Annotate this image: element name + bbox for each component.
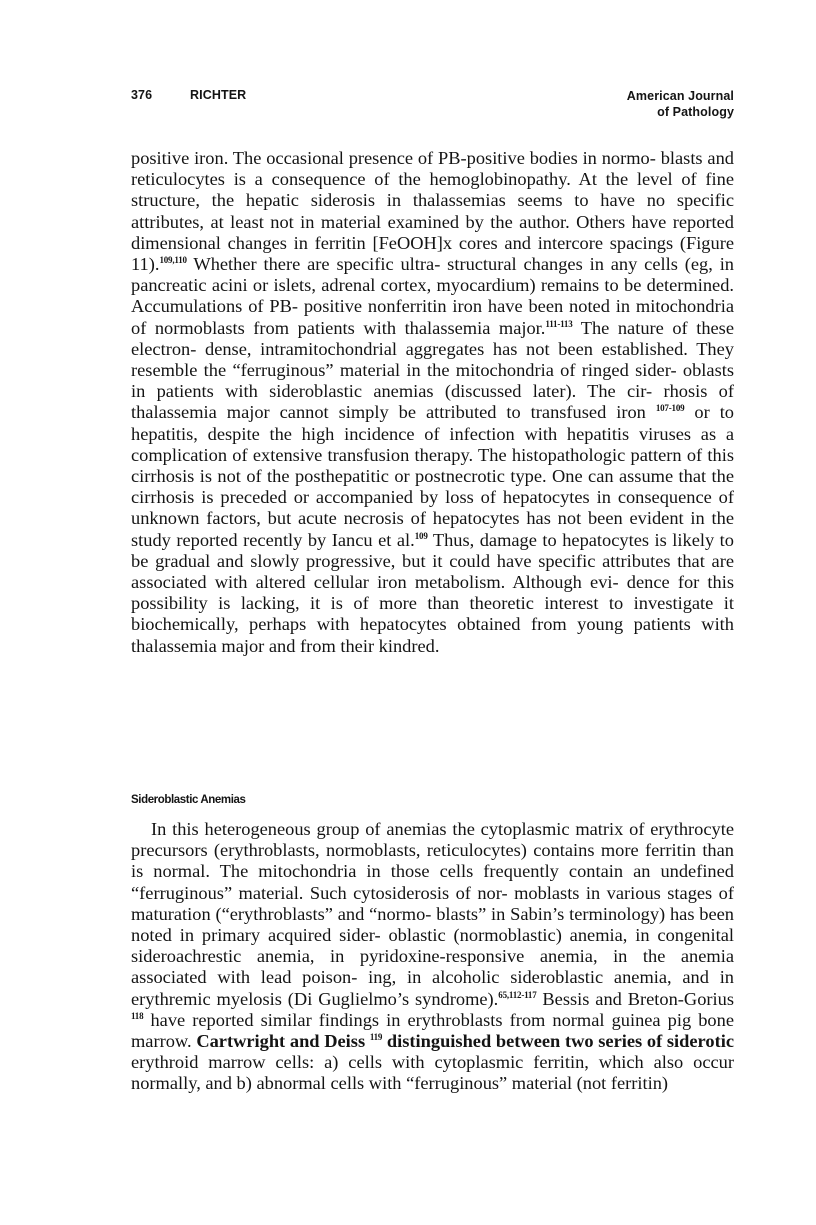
citation-ref: 109,110 bbox=[159, 255, 187, 266]
text-segment: erythroid marrow cells: a) cells with cytoplasmic ferritin, which also occur normally, and b) abnormal cells with “ferruginous” material (not ferritin) bbox=[131, 1052, 734, 1094]
page-number: 376 bbox=[131, 88, 153, 102]
section-heading: Sideroblastic Anemias bbox=[131, 794, 246, 806]
text-segment: have reported similar findings in erythroblasts from normal guinea pig bone marrow. bbox=[131, 1009, 734, 1052]
paragraph-text bbox=[131, 819, 734, 1095]
text-segment: The nature of these electron- dense, intramitochondrial aggregates has not been established. They resemble the “ferruginous” material in the mitochondria of ringed sider- oblasts in patients with sideroblastic anemias (discussed later). The cir- rhosis of thalassemia major cannot simply be attributed to transfused iron bbox=[131, 317, 734, 423]
citation-ref: 118 bbox=[131, 1010, 144, 1021]
text-segment: Thus, damage to hepatocytes is likely to be gradual and slowly progressive, but it could have specific attributes that are associated with altered cellular iron metabolism. Although evi- dence for this possibility is lacking, it is of more than theoretic interest to investigate it biochemically, perhaps with hepatocytes obtained from young patients with thalassemia major and from their kindred. bbox=[131, 529, 734, 656]
citation-ref: 111-113 bbox=[545, 318, 573, 329]
paragraph-text bbox=[131, 148, 734, 657]
citation-ref: 119 bbox=[369, 1032, 383, 1043]
paragraph-thalassemia bbox=[131, 148, 734, 657]
bold-text-segment: Cartwright and Deiss bbox=[196, 1031, 370, 1052]
text-segment: Whether there are specific ultra- structural changes in any cells (eg, in pancreatic acini or islets, adrenal cortex, myocardium) remains to be determined. Accumulations of PB- positive nonferritin iron have been noted in mitochondria of normoblasts from patients with thalassemia major. bbox=[131, 254, 734, 338]
bold-text-segment: distinguished between two series of siderotic bbox=[382, 1031, 734, 1052]
citation-ref: 65,112-117 bbox=[498, 989, 537, 1000]
journal-name-line2: of Pathology bbox=[657, 105, 734, 119]
citation-ref: 109 bbox=[414, 530, 428, 541]
running-head-journal bbox=[627, 88, 734, 120]
running-head-author: RICHTER bbox=[190, 88, 247, 102]
text-segment: positive iron. The occasional presence of PB-positive bodies in normo- blasts and reticulocytes is a consequence of the hemoglobinopathy. At the level of fine structure, the hepatic siderosis in thalassemias seems to have no specific attributes, at least not in material examined by the author. Others have reported dimensional changes in ferritin [FeOOH]x cores and intercore spacings (Figure 11). bbox=[131, 148, 734, 275]
journal-name-line1: American Journal bbox=[626, 89, 734, 103]
text-segment: Bessis and Breton-Gorius bbox=[536, 988, 734, 1009]
citation-ref: 107-109 bbox=[655, 403, 685, 414]
paragraph-sideroblastic bbox=[131, 819, 734, 1095]
text-segment: or to hepatitis, despite the high incidence of infection with hepatitis viruses as a complication of extensive transfusion therapy. The histopathologic pattern of this cirrhosis is not of the posthepatitic or postnecrotic type. One can assume that the cirrhosis is preceded or accompanied by loss of hepatocytes in consequence of unknown factors, but acute necrosis of hepatocytes has not been evident in the study reported recently by Iancu et al. bbox=[131, 402, 734, 550]
text-segment: In this heterogeneous group of anemias the cytoplasmic matrix of erythrocyte precursors (erythroblasts, normoblasts, reticulocytes) contains more ferritin than is normal. The mitochondria in those cells frequently contain an undefined “ferruginous” material. Such cytosiderosis of nor- moblasts in various stages of maturation (“erythroblasts” and “normo- blasts” in Sabin’s terminology) has been noted in primary acquired sider- oblastic (normoblastic) anemia, in congenital sideroachrestic anemia, in pyridoxine-responsive anemia, in the anemia associated with lead poison- ing, in alcoholic sideroblastic anemia, and in erythremic myelosis (Di Guglielmo’s syndrome). bbox=[131, 819, 734, 1009]
